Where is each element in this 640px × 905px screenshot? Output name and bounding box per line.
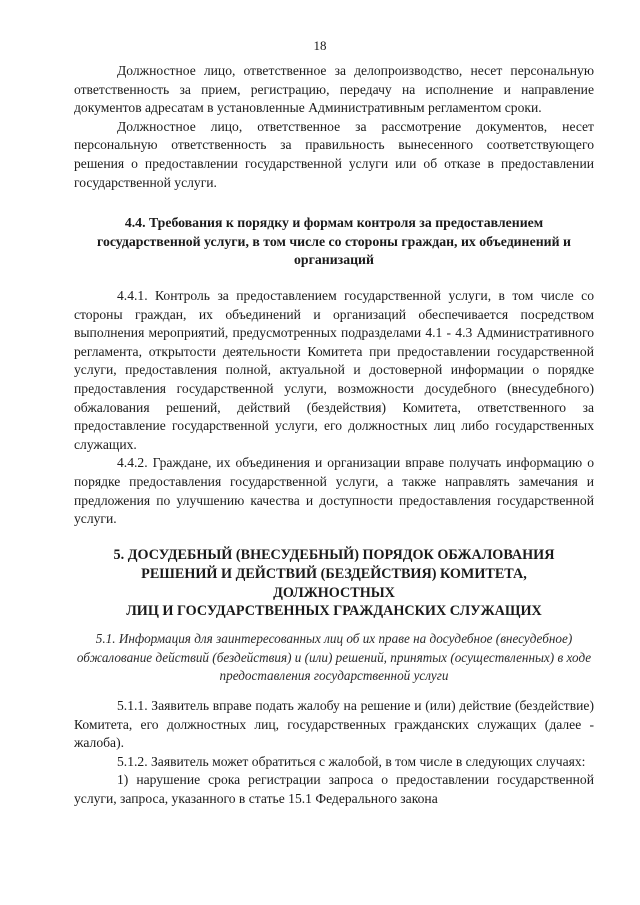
section-heading-5 — [74, 546, 594, 621]
intro-block — [74, 62, 594, 192]
paragraph: 4.4.1. Контроль за предоставлением государственной услуги, в том числе со стороны граждан, их объединений и организаций обеспечивается посредством выполнения мероприятий, предусмотренных подразделами 4.1 - 4.3 Административного регламента, открытости деятельности Комитета при предоставлении государственной услуги, предоставления полной, актуальной и достоверной информации о порядке предоставления государственной услуги, возможности досудебного (внесудебного) обжалования решений, действий (бездействия) Комитета, ответственного за предоставление государственной услуги, его должностных лиц либо государственных служащих. — [74, 288, 594, 452]
heading-line: РЕШЕНИЙ И ДЕЙСТВИЙ (БЕЗДЕЙСТВИЯ) КОМИТЕТА, — [141, 565, 527, 582]
heading-line: 5. ДОСУДЕБНЫЙ (ВНЕСУДЕБНЫЙ) ПОРЯДОК ОБЖАЛОВАНИЯ — [113, 547, 555, 563]
paragraph: 1) нарушение срока регистрации запроса о предоставлении государственной услуги, запроса, указанного в статье 15.1 Федерального закона — [74, 772, 594, 806]
heading-line: ДОЛЖНОСТНЫХ — [273, 584, 395, 601]
heading-line: ЛИЦ И ГОСУДАРСТВЕННЫХ ГРАЖДАНСКИХ СЛУЖАЩИХ — [126, 603, 542, 620]
paragraph: 5.1.1. Заявитель вправе подать жалобу на решение и (или) действие (бездействие) Комитета, его должностных лиц, государственных гражданских служащих (далее - жалоба). — [74, 698, 594, 751]
paragraph: 4.4.2. Граждане, их объединения и организации вправе получать информацию о порядке предоставления государственной услуги, а также направлять замечания и предложения по улучшению качества и доступности предоставления государственной услуги. — [74, 455, 594, 527]
subsection-heading-5-1: 5.1. Информация для заинтересованных лиц об их праве на досудебное (внесудебное) обжалование действий (бездействия) и (или) решений, принятых (осуществленных) в ходе предоставления государственной услуги — [76, 631, 592, 684]
page-number: 18 — [313, 38, 327, 53]
paragraph: Должностное лицо, ответственное за делопроизводство, несет персональную ответственность за прием, регистрацию, передачу на исполнение и направление документов адресатам в установленные Административным регламентом сроки. — [74, 63, 594, 116]
paragraph: Должностное лицо, ответственное за рассмотрение документов, несет персональную ответственность за правильность вынесенного соответствующего решения о предоставлении государственной услуги или об отказе в предоставлении государственной услуги. — [74, 118, 594, 190]
paragraph: 5.1.2. Заявитель может обратиться с жалобой, в том числе в следующих случаях: — [117, 753, 586, 769]
section-heading-4-4: 4.4. Требования к порядку и формам контроля за предоставлением государственной услуги, в том числе со стороны граждан, их объединений и организаций — [97, 215, 571, 268]
section-4-4-body — [74, 287, 594, 529]
section-5-body — [74, 697, 594, 809]
